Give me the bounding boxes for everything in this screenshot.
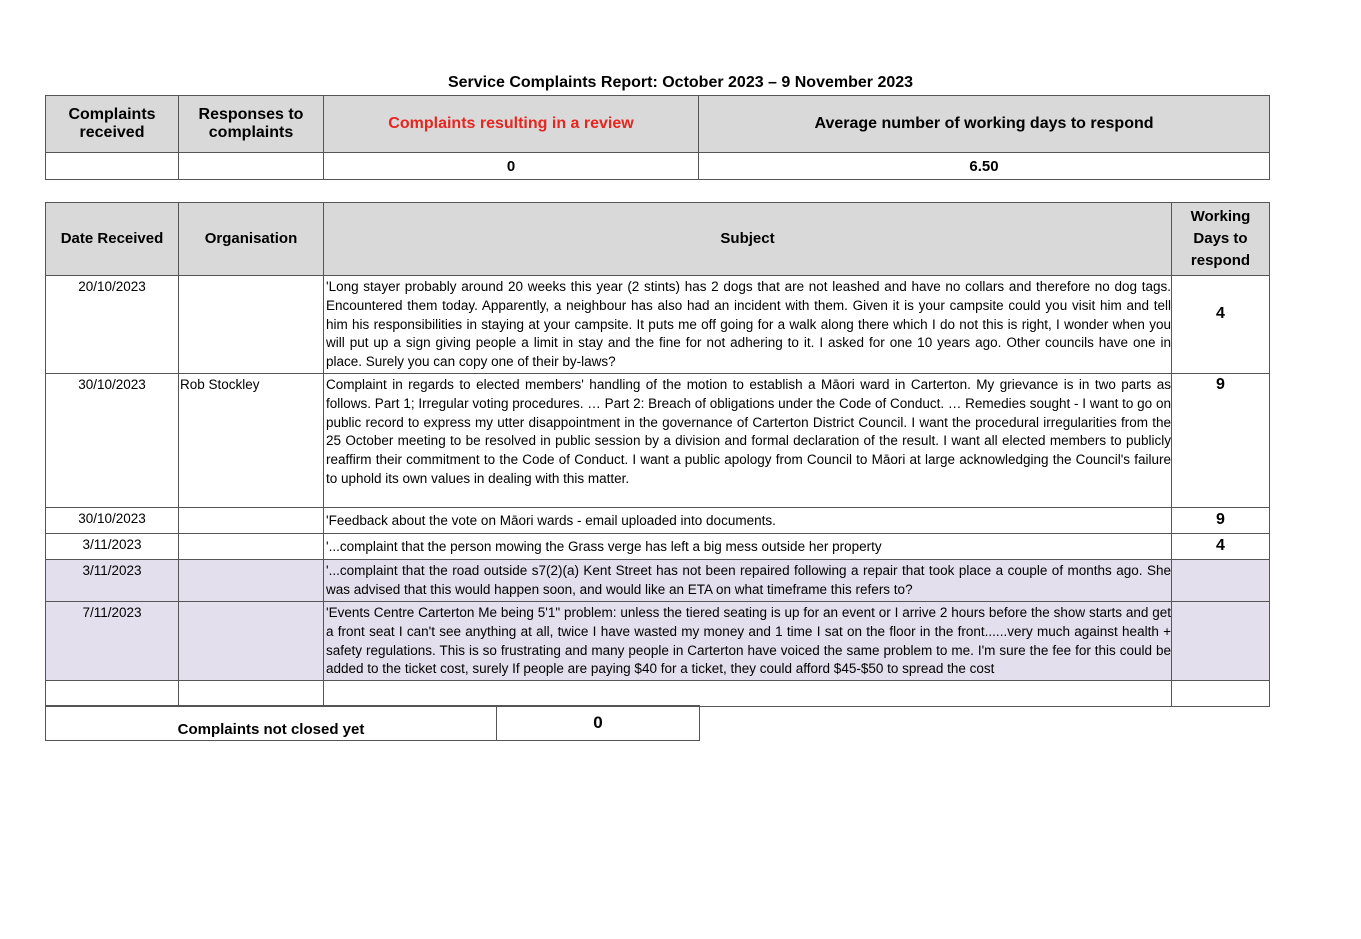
complaints-not-closed-value: 0 xyxy=(497,706,700,741)
header-responses-to-complaints: Responses to complaints xyxy=(179,96,324,153)
row-organisation xyxy=(179,560,324,602)
row-working-days: 4 xyxy=(1172,276,1270,374)
row-subject: '...complaint that the road outside s7(2)(a) Kent Street has not been repaired following a repair that took place a couple of months ago. She was advised that this would happen soon, and would like an ETA on what timeframe this refers to? xyxy=(324,560,1172,602)
summary-table xyxy=(45,95,1270,180)
table-row xyxy=(46,508,1270,534)
header-subject: Subject xyxy=(324,203,1172,276)
complaints-not-closed-label: Complaints not closed yet xyxy=(46,706,497,741)
table-row xyxy=(46,534,1270,560)
row-subject: 'Events Centre Carterton Me being 5'1" problem: unless the tiered seating is up for an event or I arrive 2 hours before the show starts and get a front seat I can't see anything at all, twice I have wasted my money and 1 time I sat on the floor in the front......very much against health + safety regulations. This is so frustrating and many people in Carterton have voiced the same problem to me. I'm sure the fee for this could be added to the ticket cost, surely If people are paying $40 for a ticket, they could afford $45-$50 to spread the cost xyxy=(324,602,1172,681)
open-complaints-table xyxy=(45,705,700,741)
row-organisation xyxy=(179,602,324,681)
row-organisation xyxy=(179,534,324,560)
row-working-days xyxy=(1172,560,1270,602)
value-responses-to-complaints xyxy=(179,153,324,180)
row-date: 20/10/2023 xyxy=(46,276,179,374)
row-working-days: 9 xyxy=(1172,508,1270,534)
header-date-received: Date Received xyxy=(46,203,179,276)
header-complaints-review: Complaints resulting in a review xyxy=(324,96,699,153)
header-complaints-received: Complaints received xyxy=(46,96,179,153)
header-working-days: Working Days to respond xyxy=(1172,203,1270,276)
table-row xyxy=(46,602,1270,681)
row-date xyxy=(46,681,179,707)
row-working-days xyxy=(1172,681,1270,707)
row-date: 3/11/2023 xyxy=(46,560,179,602)
header-organisation: Organisation xyxy=(179,203,324,276)
row-subject: Complaint in regards to elected members' handling of the motion to establish a Māori ward in Carterton. My grievance is in two parts as follows. Part 1; Irregular voting procedures. … Part 2: Breach of obligations under the Code of Conduct. … Remedies sought - I want to go on public record to express my utter disappointment in the governance of Carterton District Council. I want the procedural irregularities from the 25 October meeting to be resolved in public session by a division and formal declaration of the result. I want all elected members to publicly reaffirm their commitment to the Code of Conduct. I want a public apology from Council to Māori at large acknowledging the Council's failure to uphold its own values in dealing with this matter. xyxy=(324,374,1172,508)
row-date: 3/11/2023 xyxy=(46,534,179,560)
row-working-days xyxy=(1172,602,1270,681)
row-subject xyxy=(324,681,1172,707)
row-date: 7/11/2023 xyxy=(46,602,179,681)
row-date: 30/10/2023 xyxy=(46,508,179,534)
row-subject: 'Long stayer probably around 20 weeks this year (2 stints) has 2 dogs that are not leashed and have no collars and therefore no dog tags. Encountered them today. Apparently, a neighbour has also had an incident with them. Given it is your campsite could you visit him and tell him his responsibilities in staying at your campsite. It puts me off going for a walk along there which I do not this is right, I wonder when you will put up a sign giving people a limit in stay and the fine for not adhering to it. I asked for one 10 years ago. Other councils have one in place. Surely you can copy one of their by-laws? xyxy=(324,276,1172,374)
table-row xyxy=(46,560,1270,602)
row-organisation xyxy=(179,508,324,534)
report-title: Service Complaints Report: October 2023 – 9 November 2023 xyxy=(447,74,914,91)
row-working-days: 4 xyxy=(1172,534,1270,560)
row-date: 30/10/2023 xyxy=(46,374,179,508)
value-complaints-received xyxy=(46,153,179,180)
table-row xyxy=(46,681,1270,707)
row-organisation xyxy=(179,681,324,707)
row-subject: 'Feedback about the vote on Māori wards - email uploaded into documents. xyxy=(324,508,1172,534)
value-average-working-days: 6.50 xyxy=(699,153,1270,180)
row-working-days: 9 xyxy=(1172,374,1270,508)
table-row xyxy=(46,276,1270,374)
complaints-table xyxy=(45,202,1270,707)
row-subject: '...complaint that the person mowing the Grass verge has left a big mess outside her property xyxy=(324,534,1172,560)
row-organisation: Rob Stockley xyxy=(179,374,324,508)
value-complaints-review: 0 xyxy=(324,153,699,180)
table-row xyxy=(46,374,1270,508)
row-organisation xyxy=(179,276,324,374)
header-average-working-days: Average number of working days to respond xyxy=(699,96,1270,153)
